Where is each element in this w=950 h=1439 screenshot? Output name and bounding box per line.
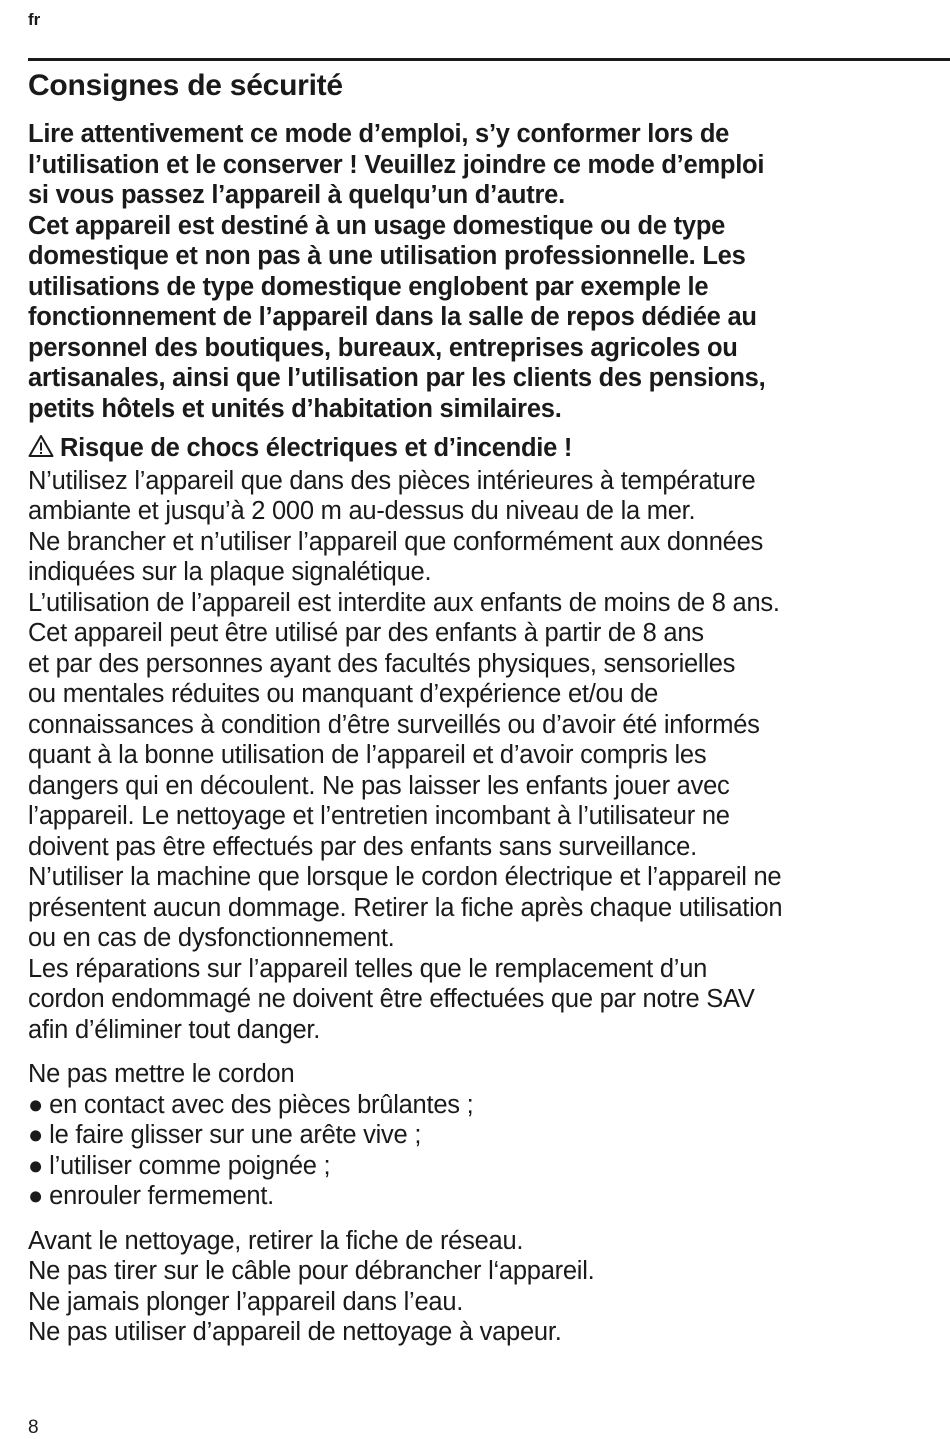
warning-line: ou mentales réduites ou manquant d’expérience et/ou de [28, 680, 659, 708]
warning-line: Ne brancher et n’utiliser l’appareil que conformément aux données [28, 527, 764, 556]
warning-line: Cet appareil peut être utilisé par des enfants à partir de 8 ans [28, 619, 704, 647]
language-code: fr [28, 10, 41, 29]
warning-line: ou en cas de dysfonctionnement. [28, 924, 395, 952]
bullet-icon: ● [28, 1151, 44, 1180]
warning-line: et par des personnes ayant des facultés physiques, sensorielles [28, 649, 736, 678]
intro-line: fonctionnement de l’appareil dans la salle de repos dédiée au [28, 303, 757, 331]
list-item-text: le faire glisser sur une arête vive ; [49, 1121, 422, 1149]
warning-line: indiquées sur la plaque signalétique. [28, 558, 432, 586]
intro-line: l’utilisation et le conserver ! Veuillez joindre ce mode d’emploi [28, 150, 765, 179]
intro-paragraph [28, 119, 950, 424]
warning-line: dangers qui en découlent. Ne pas laisser les enfants jouer avec [28, 771, 730, 800]
intro-line: Cet appareil est destiné à un usage domestique ou de type [28, 211, 726, 240]
intro-line: petits hôtels et unités d’habitation similaires. [28, 394, 562, 423]
cleaning-line: Ne pas utiliser d’appareil de nettoyage à vapeur. [28, 1318, 562, 1346]
cleaning-line: Ne jamais plonger l’appareil dans l’eau. [28, 1287, 464, 1316]
cleaning-paragraph [28, 1226, 950, 1348]
list-item [28, 1151, 950, 1182]
warning-line: Les réparations sur l’appareil telles que le remplacement d’un [28, 954, 708, 983]
warning-heading-row [28, 433, 950, 466]
header-divider [28, 58, 950, 61]
cord-paragraph [28, 1059, 950, 1212]
warning-heading: Risque de chocs électriques et d’incendie ! [60, 434, 573, 462]
intro-line: utilisations de type domestique englobent par exemple le [28, 272, 709, 301]
list-item-text: enrouler fermement. [49, 1182, 275, 1210]
bullet-icon: ● [28, 1121, 44, 1149]
intro-line: si vous passez l’appareil à quelqu’un d’autre. [28, 181, 565, 209]
cord-intro: Ne pas mettre le cordon [28, 1060, 295, 1088]
page-title: Consignes de sécurité [28, 69, 343, 102]
intro-line: personnel des boutiques, bureaux, entreprises agricoles ou [28, 333, 738, 362]
bullet-icon: ● [28, 1090, 44, 1119]
warning-paragraph [28, 466, 950, 1046]
intro-line: domestique et non pas à une utilisation professionnelle. Les [28, 242, 746, 270]
list-item [28, 1120, 950, 1151]
warning-line: afin d’éliminer tout danger. [28, 1015, 321, 1044]
warning-line: quant à la bonne utilisation de l’appareil et d’avoir compris les [28, 741, 707, 769]
list-item-text: l’utiliser comme poignée ; [49, 1151, 331, 1180]
list-item [28, 1090, 950, 1121]
warning-line: doivent pas être effectués par des enfants sans surveillance. [28, 832, 697, 861]
warning-line: l’appareil. Le nettoyage et l’entretien incombant à l’utilisateur ne [28, 802, 730, 830]
cleaning-line: Ne pas tirer sur le câble pour débrancher l‘appareil. [28, 1257, 595, 1285]
warning-line: L’utilisation de l’appareil est interdite aux enfants de moins de 8 ans. [28, 588, 780, 617]
warning-line: connaissances à condition d’être surveillés ou d’avoir été informés [28, 710, 760, 739]
warning-line: N’utilisez l’appareil que dans des pièces intérieures à température [28, 466, 756, 495]
page-content [28, 67, 950, 1348]
intro-line: Lire attentivement ce mode d’emploi, s’y conformer lors de [28, 120, 730, 148]
bullet-icon: ● [28, 1182, 44, 1210]
list-item [28, 1181, 950, 1212]
warning-line: cordon endommagé ne doivent être effectuées que par notre SAV [28, 985, 755, 1013]
warning-line: ambiante et jusqu’à 2 000 m au-dessus du niveau de la mer. [28, 497, 696, 525]
warning-line: présentent aucun dommage. Retirer la fiche après chaque utilisation [28, 893, 783, 922]
cleaning-line: Avant le nettoyage, retirer la fiche de réseau. [28, 1226, 524, 1255]
page-number: 8 [28, 1417, 39, 1438]
list-item-text: en contact avec des pièces brûlantes ; [49, 1090, 474, 1119]
warning-triangle-icon [28, 434, 54, 466]
warning-line: N’utiliser la machine que lorsque le cordon électrique et l’appareil ne [28, 863, 782, 891]
intro-line: artisanales, ainsi que l’utilisation par les clients des pensions, [28, 364, 766, 392]
